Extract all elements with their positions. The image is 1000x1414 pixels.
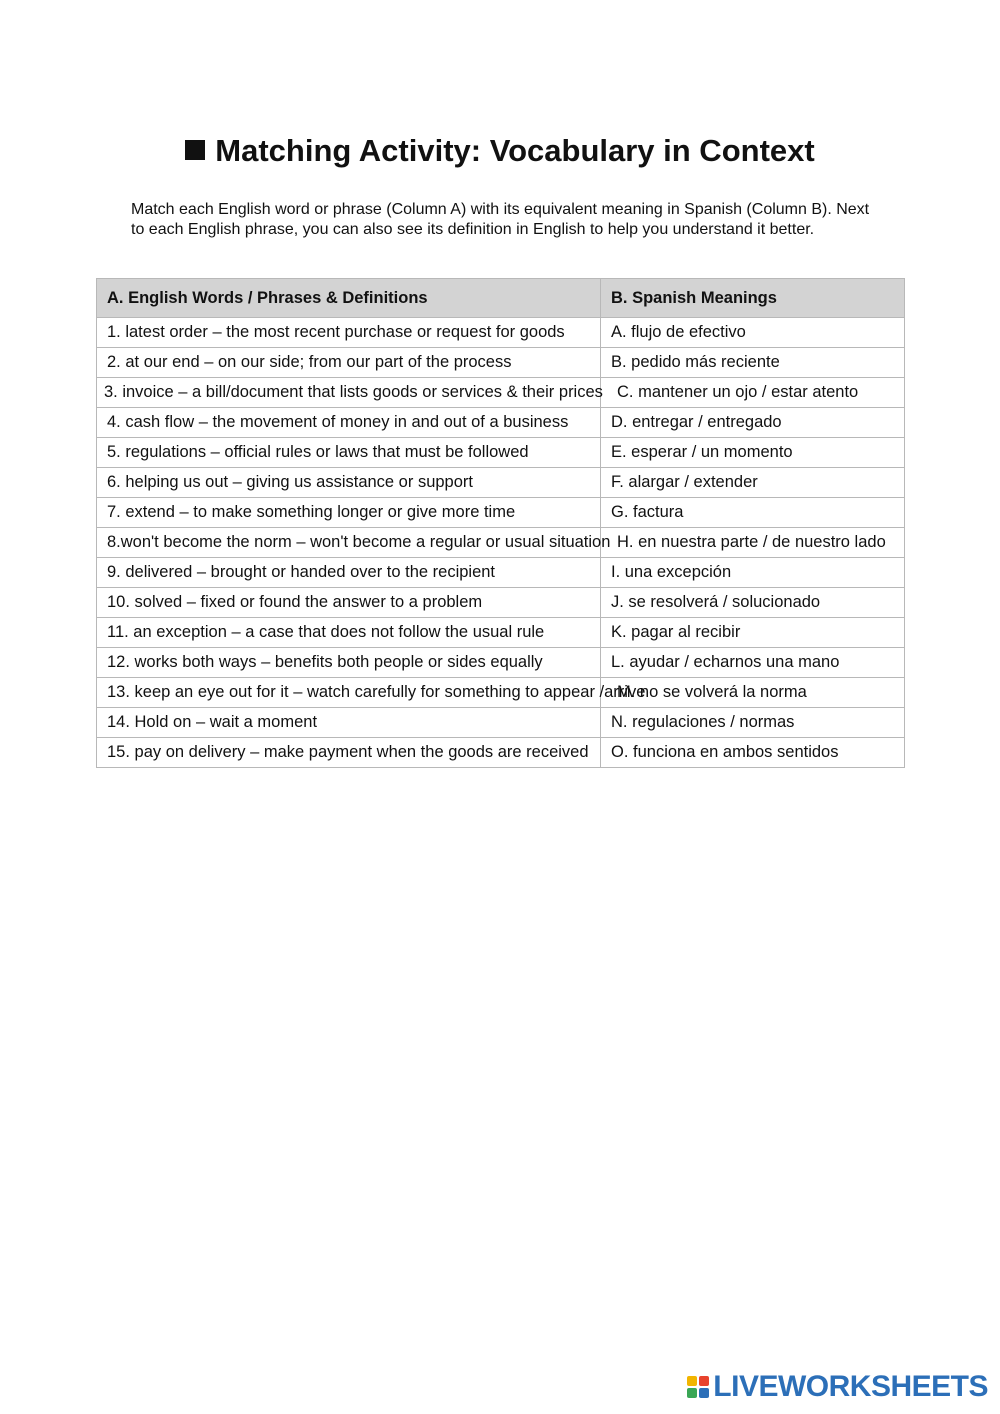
liveworksheets-logo xyxy=(687,1370,988,1404)
logo-text: LIVEWORKSHEETS xyxy=(713,1370,988,1403)
english-phrase: 11. an exception – a case that does not follow the usual rule xyxy=(97,618,601,648)
english-phrase: 2. at our end – on our side; from our part of the process xyxy=(97,348,601,378)
spanish-meaning: J. se resolverá / solucionado xyxy=(601,588,905,618)
table-row xyxy=(97,678,905,708)
logo-square xyxy=(699,1388,709,1398)
spanish-meaning: D. entregar / entregado xyxy=(601,408,905,438)
table-row xyxy=(97,498,905,528)
english-phrase: 5. regulations – official rules or laws that must be followed xyxy=(97,438,601,468)
spanish-meaning: K. pagar al recibir xyxy=(601,618,905,648)
table-row xyxy=(97,468,905,498)
english-phrase: 1. latest order – the most recent purchase or request for goods xyxy=(97,318,601,348)
black-square-icon xyxy=(185,140,205,160)
table-header-row xyxy=(97,279,905,318)
table-row xyxy=(97,588,905,618)
english-phrase: 12. works both ways – benefits both people or sides equally xyxy=(97,648,601,678)
spanish-meaning: H. en nuestra parte / de nuestro lado xyxy=(601,528,905,558)
spanish-meaning: I. una excepción xyxy=(601,558,905,588)
table-row xyxy=(97,408,905,438)
page-title xyxy=(0,132,1000,170)
spanish-meaning: M. no se volverá la norma xyxy=(601,678,905,708)
english-phrase: 13. keep an eye out for it – watch carefully for something to appear /arrive xyxy=(97,678,601,708)
spanish-meaning: F. alargar / extender xyxy=(601,468,905,498)
english-phrase: 15. pay on delivery – make payment when the goods are received xyxy=(97,738,601,768)
spanish-meaning: L. ayudar / echarnos una mano xyxy=(601,648,905,678)
vocabulary-table xyxy=(96,278,905,768)
english-phrase: 9. delivered – brought or handed over to the recipient xyxy=(97,558,601,588)
english-phrase: 8.won't become the norm – won't become a regular or usual situation xyxy=(97,528,601,558)
table-row xyxy=(97,528,905,558)
column-a-header: A. English Words / Phrases & Definitions xyxy=(97,279,601,318)
english-phrase: 14. Hold on – wait a moment xyxy=(97,708,601,738)
table-row xyxy=(97,318,905,348)
logo-square xyxy=(699,1376,709,1386)
table-row xyxy=(97,648,905,678)
english-phrase: 10. solved – fixed or found the answer to a problem xyxy=(97,588,601,618)
title-text: Matching Activity: Vocabulary in Context xyxy=(215,133,815,168)
logo-square xyxy=(687,1388,697,1398)
logo-grid-icon xyxy=(687,1376,709,1398)
table-row xyxy=(97,438,905,468)
table-row xyxy=(97,558,905,588)
spanish-meaning: A. flujo de efectivo xyxy=(601,318,905,348)
logo-square xyxy=(687,1376,697,1386)
table-row xyxy=(97,618,905,648)
spanish-meaning: G. factura xyxy=(601,498,905,528)
english-phrase: 3. invoice – a bill/document that lists goods or services & their prices xyxy=(97,378,601,408)
english-phrase: 6. helping us out – giving us assistance or support xyxy=(97,468,601,498)
instructions: Match each English word or phrase (Column A) with its equivalent meaning in Spanish (Column B). Next to each English phrase, you can also see its definition in English to help you understand it better. xyxy=(131,201,870,238)
spanish-meaning: E. esperar / un momento xyxy=(601,438,905,468)
spanish-meaning: C. mantener un ojo / estar atento xyxy=(601,378,905,408)
table-row xyxy=(97,378,905,408)
english-phrase: 4. cash flow – the movement of money in and out of a business xyxy=(97,408,601,438)
table-row xyxy=(97,738,905,768)
column-b-header: B. Spanish Meanings xyxy=(601,279,905,318)
table-row xyxy=(97,348,905,378)
spanish-meaning: N. regulaciones / normas xyxy=(601,708,905,738)
table-row xyxy=(97,708,905,738)
english-phrase: 7. extend – to make something longer or give more time xyxy=(97,498,601,528)
spanish-meaning: O. funciona en ambos sentidos xyxy=(601,738,905,768)
spanish-meaning: B. pedido más reciente xyxy=(601,348,905,378)
